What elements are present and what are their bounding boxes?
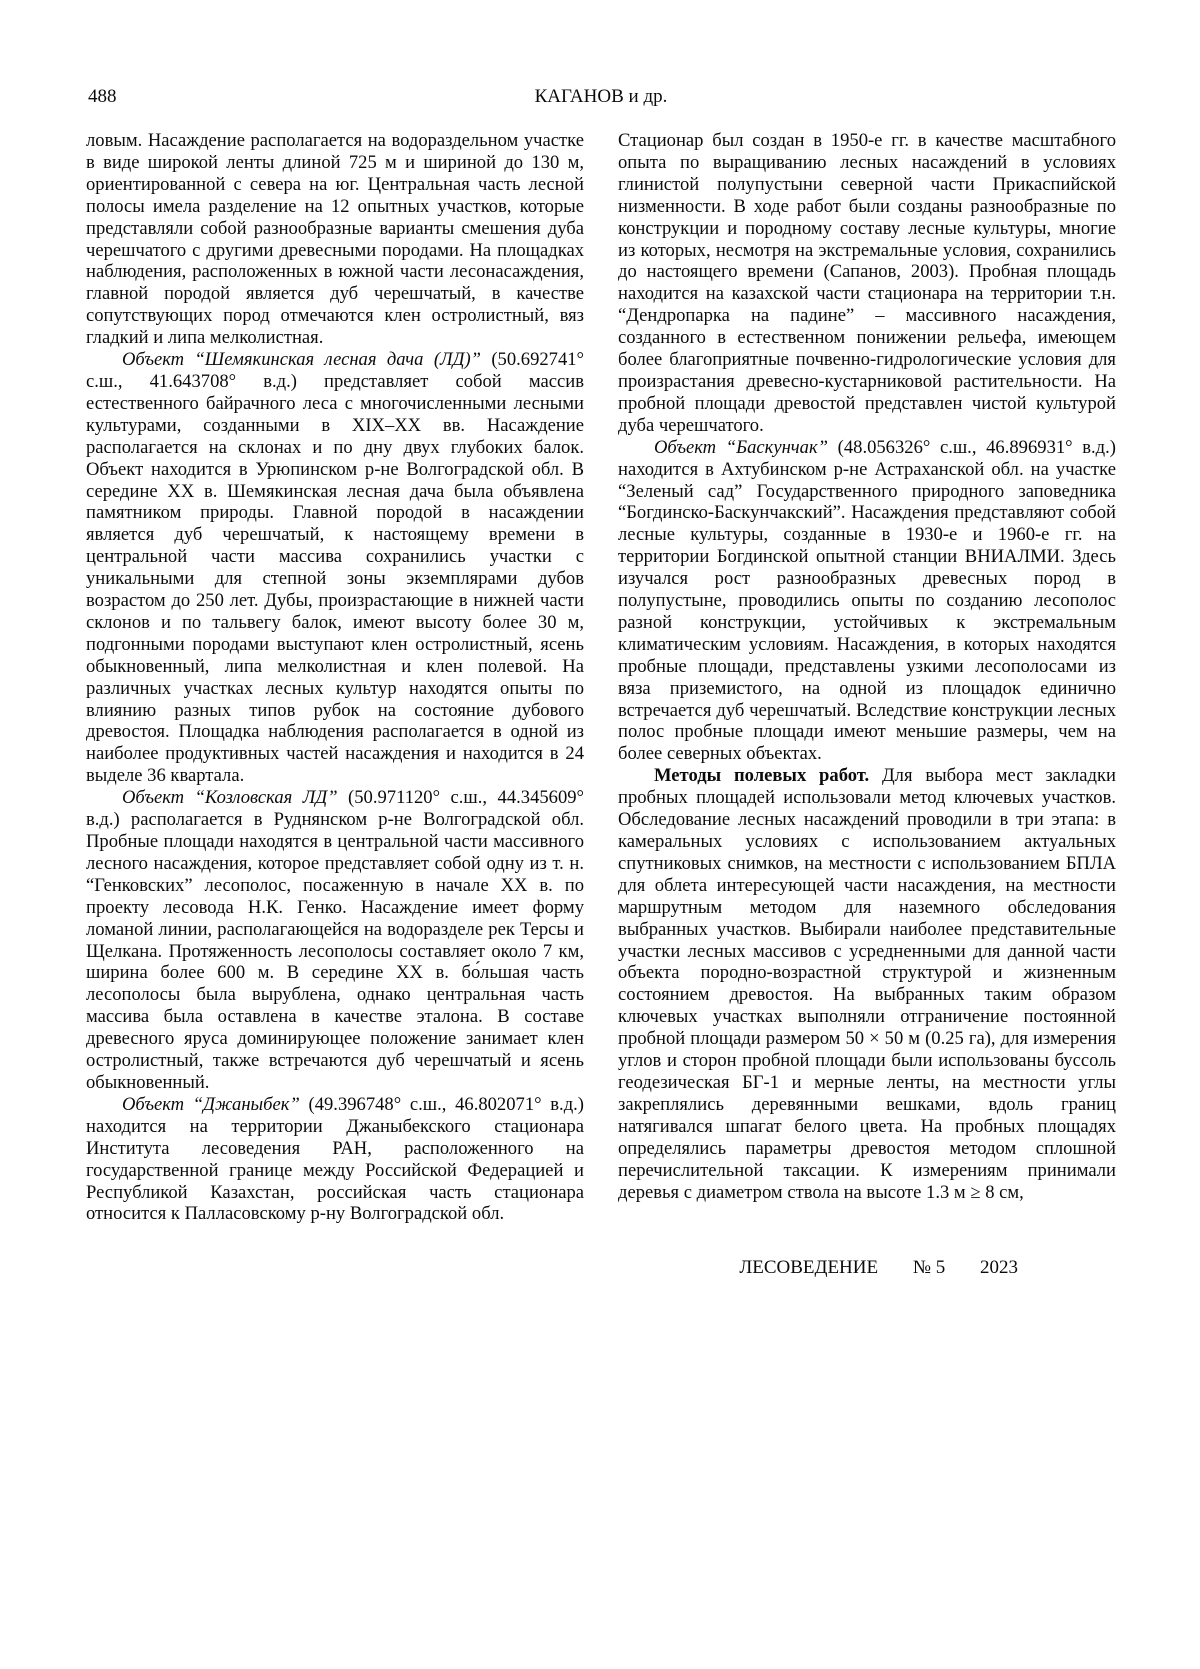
- paragraph-text: (48.056326° с.ш., 46.896931° в.д.) находится в Ахтубинском р-не Астраханской обл. на участке “Зеленый сад” Государственного природного заповедника “Богдинско-Баскунчакский”. Насаждения представляют собой лесные культуры, созданные в 1930-е и 1960-е гг. на территории Богдинской опытной станции ВНИАЛМИ. Здесь изучался рост разнообразных древесных пород в полупустыне, проводились опыты по созданию лесополос разной конструкции, устойчивых к экстремальным климатическим условиям. Насаждения, в которых находятся пробные площади, представлены узкими лесополосами из вяза приземистого, на одной из площадок единично встречается дуб черешчатый. Вследствие конструкции лесных полос пробные площади имеют меньшие размеры, чем на более северных объектах.: [618, 436, 1116, 765]
- paragraph: [86, 1094, 584, 1225]
- paragraph-text: Для выбора мест закладки пробных площадей использовали метод ключевых участков. Обследование лесных насаждений проводили в три этапа: в камеральных условиях с использованием актуальных спутниковых снимков, на местности с использованием БПЛА для облета интересующей части насаждения, на местности маршрутным методом для наземного обследования выбранных участков. Выбирали наиболее представительные участки лесных массивов с усредненными для данной части объекта породно-возрастной структурой и жизненным состоянием древостоя. На выбранных таким образом ключевых участках выполняли отграничение постоянной пробной площади размером 50 × 50 м (0.25 га), для измерения углов и сторон пробной площади были использованы буссоль геодезическая БГ-1 и мерные ленты, на местности углы закреплялись деревянными вешками, вдоль границ натягивался шпагат белого цвета. На пробных площадях определялись параметры древостоя методом сплошной перечислительной таксации. К измерениям принимали деревья с диаметром ствола на высоте 1.3 м ≥ 8 см,: [618, 765, 1116, 1203]
- paragraph: [618, 130, 1116, 437]
- paragraph-text: Стационар был создан в 1950-е гг. в качестве масштабного опыта по выращиванию лесных насаждений в условиях глинистой полупустыни северной части Прикаспийской низменности. В ходе работ были созданы разнообразные по конструкции и породному составу лесные культуры, многие из которых, несмотря на экстремальные условия, сохранились до настоящего времени (Сапанов, 2003). Пробная площадь находится на казахской части стационара на территории т.н. “Дендропарка на падине” – массивного насаждения, созданного в естественном понижении рельефа, имеющем более благоприятные почвенно-гидрологические условия для произрастания древесно-кустарниковой растительности. На пробной площади древостой представлен чистой культурой дуба черешчатого.: [618, 130, 1116, 436]
- article-body: [86, 130, 1116, 1225]
- paragraph-lead-italic: Объект “Шемякинская лесная дача (ЛД)”: [122, 349, 481, 371]
- paragraph: [86, 787, 584, 1094]
- journal-name: ЛЕСОВЕДЕНИЕ: [739, 1257, 879, 1279]
- page-footer: [86, 1257, 1116, 1279]
- footer-year: 2023: [980, 1257, 1018, 1279]
- page-header: [86, 86, 1116, 114]
- paragraph-text: (50.971120° с.ш., 44.345609° в.д.) располагается в Руднянском р-не Волгоградской обл. Пробные площади находятся в центральной части массивного лесного насаждения, которое представляет собой одну из т. н. “Генковских” лесополос, посаженную в начале XX в. по проекту лесовода Н.К. Генко. Насаждение имеет форму ломаной линии, располагающейся на водоразделе рек Терсы и Щелкана. Протяженность лесополосы составляет около 7 км, ширина более 600 м. В середине XX в. бо́льшая часть лесополосы была вырублена, однако центральная часть массива была оставлена в качестве эталона. В составе древесного яруса доминирующее положение занимает клен остролистный, также встречаются дуб черешчатый и ясень обыкновенный.: [86, 787, 584, 1093]
- running-head: КАГАНОВ и др.: [534, 86, 668, 107]
- column-left: [86, 130, 584, 1225]
- paragraph: [618, 437, 1116, 766]
- paragraph-lead-bold: Методы полевых работ.: [654, 765, 870, 787]
- issue-number: № 5: [912, 1257, 946, 1279]
- paragraph-text: ловым. Насаждение располагается на водораздельном участке в виде широкой ленты длиной 725 м и шириной до 130 м, ориентированной с севера на юг. Центральная часть лесной полосы имела разделение на 12 опытных участков, которые представляли собой разнообразные варианты смешения дуба черешчатого с другими древесными породами. На площадках наблюдения, расположенных в южной части лесонасаждения, главной породой является дуб черешчатый, в качестве сопутствующих пород отмечаются клен остролистный, вяз гладкий и липа мелколистная.: [86, 130, 584, 349]
- page-number: 488: [88, 86, 117, 107]
- paragraph-text: (50.692741° с.ш., 41.643708° в.д.) представляет собой массив естественного байрачного леса с многочисленными лесными культурами, созданными в XIX–XX вв. Насаждение располагается на склонах и по дну двух глубоких балок. Объект находится в Урюпинском р-не Волгоградской обл. В середине XX в. Шемякинская лесная дача была объявлена памятником природы. Главной породой в насаждении является дуб черешчатый, к настоящему времени в центральной части массива сохранились участки с уникальными для степной зоны экземплярами дубов возрастом до 250 лет. Дубы, произрастающие в нижней части склонов и по тальвегу балок, имеют высоту более 30 м, подгонными породами выступают клен остролистный, ясень обыкновенный, липа мелколистная и клен полевой. На различных участках лесных культур находятся опыты по влиянию разных типов рубок на состояние дубового древостоя. Площадка наблюдения располагается в одной из наиболее продуктивных частей насаждения и находится в 24 выделе 36 квартала.: [86, 349, 584, 787]
- paragraph: [618, 765, 1116, 1203]
- paragraph: [86, 130, 584, 349]
- paragraph-text: (49.396748° с.ш., 46.802071° в.д.) находится на территории Джаныбекского стационара Института лесоведения РАН, расположенного на государственной границе между Российской Федерацией и Республикой Казахстан, российская часть стационара относится к Палласовскому р-ну Волгоградской обл.: [86, 1093, 584, 1225]
- paragraph-lead-italic: Объект “Козловская ЛД”: [122, 787, 338, 809]
- paragraph-lead-italic: Объект “Баскунчак”: [654, 436, 828, 458]
- column-right: [618, 130, 1116, 1225]
- paragraph: [86, 349, 584, 787]
- paragraph-lead-italic: Объект “Джаныбек”: [122, 1093, 300, 1115]
